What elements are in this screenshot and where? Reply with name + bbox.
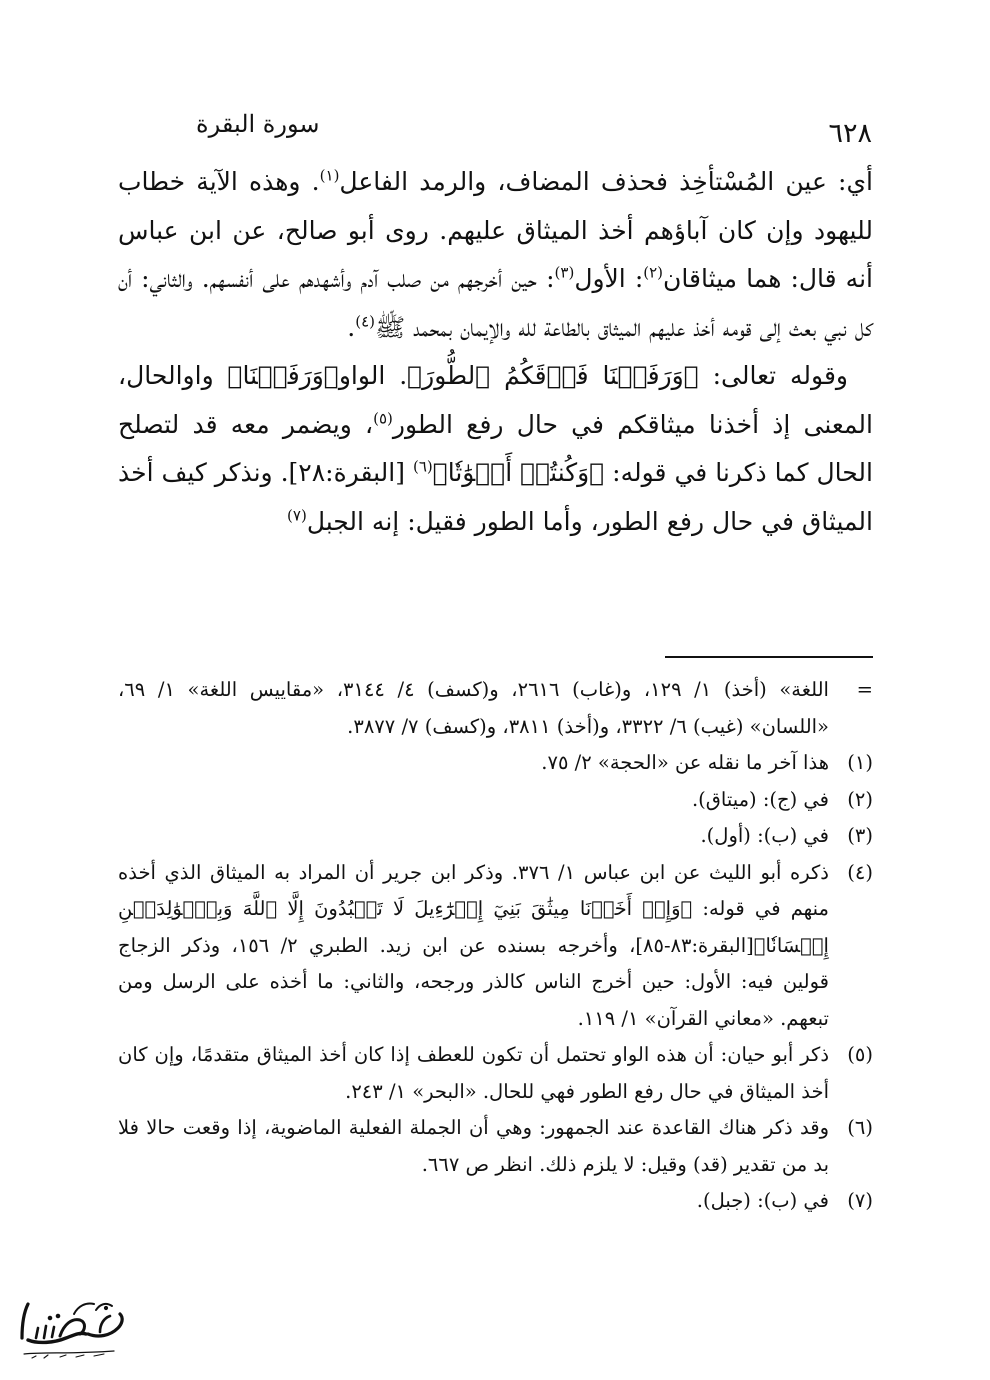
footnote-number: (٢) xyxy=(847,787,873,811)
footnote-ref-4: (٤) xyxy=(355,312,375,331)
running-header-surah-title: سورة البقرة xyxy=(196,110,320,138)
footnote-number: = xyxy=(856,678,873,701)
footnote-ref-6: (٦) xyxy=(412,457,433,476)
footnote-text: وقد ذكر هناك القاعدة عند الجمهور: وهي أن الجملة الفعلية الماضوية، إذا وقعت حالا فلا بد من تقدير (قد) وقيل: لا يلزم ذلك. انظر ص ٦٦٧. xyxy=(118,1116,829,1176)
footnote-item xyxy=(118,855,873,1038)
footnote-ref-3: (٣) xyxy=(554,263,575,282)
footnote-item xyxy=(118,782,873,819)
footnote-item xyxy=(118,1183,873,1220)
footnote-text: في (ب): (جبل). xyxy=(696,1189,829,1212)
footnote-number: (١) xyxy=(847,751,873,774)
text-run: : حين أخرجهم من صلب آدم وأشهدهم على أنفسهم. والثاني: أن كل نبي بعث إلى قومه أخذ عليهم الميثاق بالطاعة لله والإيمان بمحمد ﷺ xyxy=(118,264,873,342)
footnote-text: في (ب): (أول). xyxy=(700,824,829,847)
footnote-number: (٦) xyxy=(847,1116,873,1139)
calligraphy-stamp-logo xyxy=(14,1294,132,1366)
footnote-item xyxy=(118,672,873,745)
paragraph-1 xyxy=(118,158,873,352)
text-run: . وهذه الآية خطاب لليهود وإن كان آباؤهم أخذ الميثاق عليهم. روى أبو صالح، عن ابن عباس أنه قال: هما ميثاقان xyxy=(118,167,873,293)
footnote-number: (٥) xyxy=(847,1043,873,1066)
footnote-ref-7: (٧) xyxy=(287,506,307,525)
footnote-ref-2: (٢) xyxy=(643,263,664,282)
footnote-number: (٤) xyxy=(847,860,873,884)
footnote-number: (٣) xyxy=(847,824,873,847)
footnote-text: هذا آخر ما نقله عن «الحجة» ٢/ ٧٥. xyxy=(541,751,829,774)
footnote-item xyxy=(118,1110,873,1183)
footnote-item xyxy=(118,745,873,782)
text-run: ، ويضمر معه قد لتصلح الحال كما ذكرنا في قوله: ﴿وَكُنتُمۡ أَمۡوَٰتٗا﴾ xyxy=(118,409,873,487)
footnote-text: في (ج): (ميتاق). xyxy=(691,787,829,811)
footnote-ref-1: (١) xyxy=(319,166,340,185)
footnote-text: اللغة» (أخذ) ١/ ١٢٩، و(غاب) ٢٦١٦، و(كسف) ٤/ ٣١٤٤، «مقاييس اللغة» ١/ ٦٩، «اللسان» (غيب) ٦/ ٣٣٢٢، و(أخذ) ٣٨١١، و(كسف) ٧/ ٣٨٧٧. xyxy=(118,678,829,738)
page-number: ٦٢٨ xyxy=(828,118,872,149)
text-run: [البقرة:٢٨]. ونذكر كيف أخذ الميثاق في حال رفع الطور، وأما الطور فقيل: إنه الجبل xyxy=(118,458,873,536)
text-run: وقوله تعالى: ﴿وَرَفَعۡنَا فَوۡقَكُمُ ٱلطُّورَ﴾. الواو﴿وَرَفَعۡنَا﴾ واوالحال، المعنى إذ أخذنا ميثاقكم في حال رفع الطور xyxy=(118,361,873,439)
footnote-text: ذكره أبو الليث عن ابن عباس ١/ ٣٧٦. وذكر ابن جرير أن المراد به الميثاق الذي أخذه منهم في قوله: ﴿وَإِذۡ أَخَذۡنَا مِيثَٰقَ بَنِيٓ إِسۡرَٰٓءِيلَ لَا تَعۡبُدُونَ إِلَّا ٱللَّهَ وَبِٱلۡوَٰلِدَيۡنِ إِحۡسَانٗا﴾[البقرة:٨٣-٨٥]، وأخرجه بسنده عن ابن زيد. الطبري ٢/ ١٥٦، وذكر الزجاج قولين فيه: الأول: حين أخرج الناس كالذر ورجحه، والثاني: ما أخذه على الرسل ومن تبعهم. «معاني القرآن» ١/ ١١٩. xyxy=(118,860,829,1030)
footnote-separator xyxy=(665,656,873,658)
text-run: . xyxy=(347,312,356,342)
text-run: أي: عين المُسْتأخِذ فحذف المضاف، والرمد الفاعل xyxy=(339,167,873,196)
footnotes xyxy=(118,672,873,1220)
main-text xyxy=(118,158,873,546)
calligraphy-logo-icon xyxy=(14,1294,132,1366)
text-run: : الأول xyxy=(574,264,644,293)
footnote-ref-5: (٥) xyxy=(373,409,393,428)
footnote-item xyxy=(118,818,873,855)
footnote-item xyxy=(118,1037,873,1110)
footnote-number: (٧) xyxy=(847,1189,873,1212)
paragraph-2 xyxy=(118,352,873,546)
footnote-text: ذكر أبو حيان: أن هذه الواو تحتمل أن تكون للعطف إذا كان أخذ الميثاق متقدمًا، وإن كان أخذ الميثاق في حال رفع الطور فهي للحال. «البحر» ١/ ٢٤٣. xyxy=(118,1043,829,1103)
